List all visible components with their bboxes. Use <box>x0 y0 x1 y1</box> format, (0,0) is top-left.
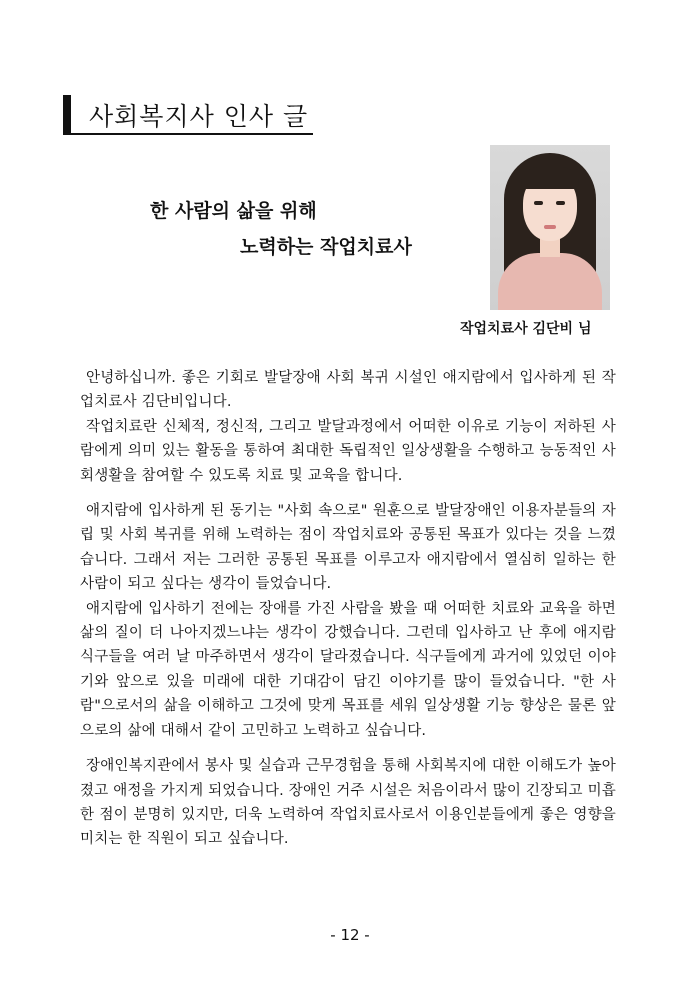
section-header <box>63 95 313 135</box>
page-number: - 12 - <box>330 926 370 944</box>
body-text <box>80 366 616 852</box>
subtitle-line-2: 노력하는 작업치료사 <box>240 236 412 258</box>
paragraph: 작업치료란 신체적, 정신적, 그리고 발달과정에서 어떠한 이유로 기능이 저하된 사람에게 의미 있는 활동을 통하여 최대한 독립적인 일상생활을 수행하고 능동적인 사회생활을 참여할 수 있도록 치료 및 교육을 합니다. <box>80 418 616 484</box>
paragraph: 애지람에 입사하게 된 동기는 "사회 속으로" 원훈으로 발달장애인 이용자분들의 자립 및 사회 복귀를 위해 노력하는 점이 작업치료와 공통된 목표가 있다는 것을 느꼈습니다. 그래서 저는 그러한 공통된 목표를 이루고자 애지람에서 열심히 일하는 한 사람이 되고 싶다는 생각이 들었습니다. <box>80 503 616 593</box>
paragraph: 애지람에 입사하기 전에는 장애를 가진 사람을 봤을 때 어떠한 치료와 교육을 하면 삶의 질이 더 나아지겠느냐는 생각이 강했습니다. 그런데 입사하고 난 후에 애지람 식구들을 여러 날 마주하면서 생각이 달라졌습니다. 식구들에게 과거에 있었던 이야기와 앞으로 있을 미래에 대한 기대감이 담긴 이야기를 많이 들었습니다. "한 사람"으로서의 삶을 이해하고 그것에 맞게 목표를 세워 일상생활 기능 향상은 물론 앞으로의 삶에 대해서 같이 고민하고 노력하고 싶습니다. <box>80 600 616 739</box>
portrait-photo <box>490 145 610 310</box>
photo-caption: 작업치료사 김단비 님 <box>460 321 592 337</box>
paragraph: 안녕하십니까. 좋은 기회로 발달장애 사회 복귀 시설인 애지람에서 입사하게 된 작업치료사 김단비입니다. <box>80 370 616 411</box>
paragraph: 장애인복지관에서 봉사 및 실습과 근무경험을 통해 사회복지에 대한 이해도가 높아졌고 애정을 가지게 되었습니다. 장애인 거주 시설은 처음이라서 많이 긴장되고 미흡한 점이 분명히 있지만, 더욱 노력하여 작업치료사로서 이용인분들에게 좋은 영향을 미치는 한 직원이 되고 싶습니다. <box>80 758 616 848</box>
subtitle-line-1: 한 사람의 삶을 위해 <box>150 200 317 222</box>
section-title: 사회복지사 인사 글 <box>89 102 309 131</box>
